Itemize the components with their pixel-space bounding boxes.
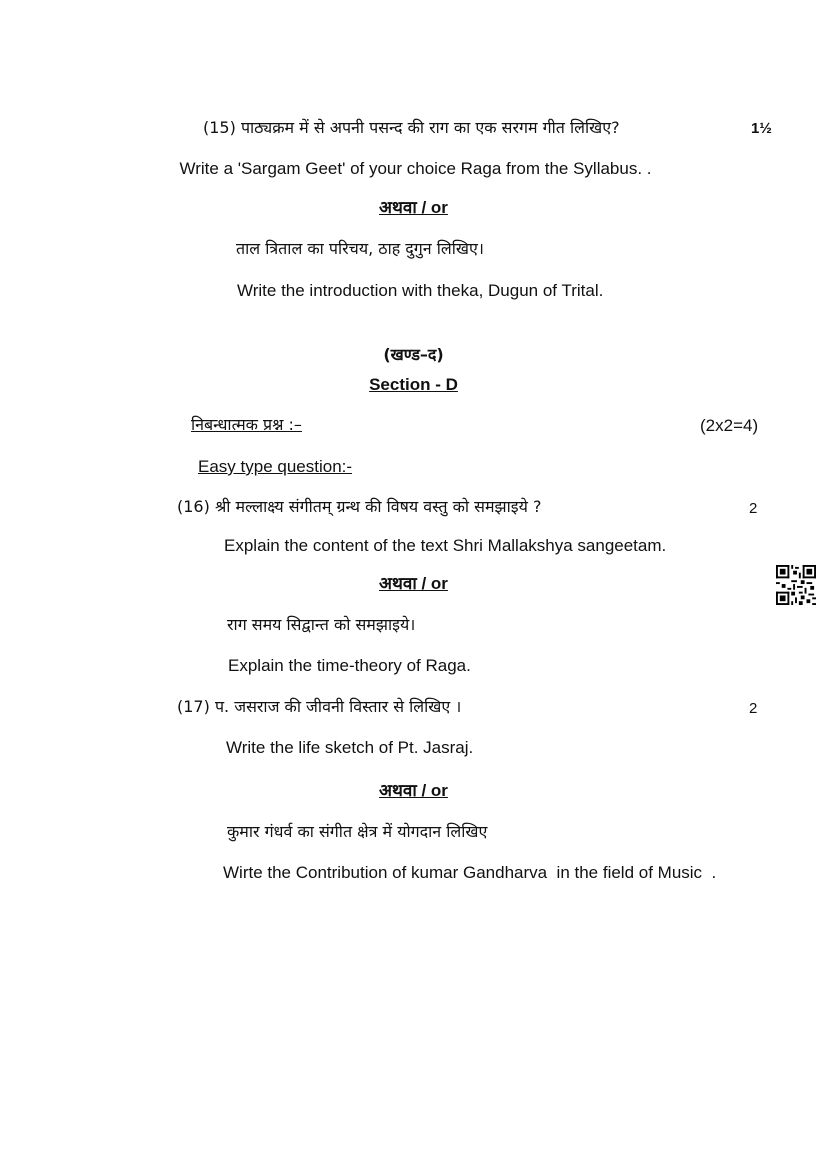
section-hindi-title: (खण्ड–द) bbox=[383, 345, 444, 364]
q17-marks: 2 bbox=[749, 700, 758, 717]
q16-line bbox=[177, 497, 541, 517]
q16-number: (16) bbox=[177, 497, 210, 516]
q17-line bbox=[177, 697, 461, 717]
q16-alt-english-text: Explain the time-theory of Raga. bbox=[228, 656, 471, 675]
q16-alt-hindi-text: राग समय सिद्वान्त को समझाइये। bbox=[227, 615, 416, 634]
question-type-english: Easy type question:- bbox=[198, 457, 353, 476]
q15-number: (15) bbox=[203, 118, 236, 137]
q17-number: (17) bbox=[177, 697, 210, 716]
q16-hindi-text: श्री मल्लाक्ष्य संगीतम् ग्रन्थ की विषय वस्तु को समझाइये ? bbox=[214, 497, 542, 516]
q15-alt-english-text: Write the introduction with theka, Dugun of Trital. bbox=[237, 281, 604, 300]
q16-or-label: अथवा / or bbox=[379, 574, 448, 593]
q15-marks: 1½ bbox=[751, 120, 772, 137]
q17-hindi-text: प. जसराज की जीवनी विस्तार से लिखिए । bbox=[214, 697, 462, 716]
q17-or-label: अथवा / or bbox=[379, 781, 448, 800]
q15-line bbox=[203, 118, 620, 138]
q16-marks: 2 bbox=[749, 500, 758, 517]
q15-alt-hindi-text: ताल त्रिताल का परिचय, ठाह दुगुन लिखिए। bbox=[236, 239, 484, 258]
q15-hindi-text: पाठ्यक्रम में से अपनी पसन्द की राग का एक सरगम गीत लिखिए? bbox=[240, 118, 620, 137]
question-type-hindi: निबन्धात्मक प्रश्न :– bbox=[191, 415, 302, 434]
q15-or-label: अथवा / or bbox=[379, 198, 448, 217]
q17-alt-english-text: Wirte the Contribution of kumar Gandharva in the field of Music . bbox=[223, 863, 717, 882]
q17-alt-hindi-text: कुमार गंधर्व का संगीत क्षेत्र में योगदान लिखिए bbox=[227, 822, 488, 841]
q17-english-text: Write the life sketch of Pt. Jasraj. bbox=[226, 738, 474, 757]
qr-code-icon bbox=[776, 565, 816, 605]
section-english-title: Section - D bbox=[369, 375, 458, 394]
marks-scheme: (2x2=4) bbox=[700, 416, 759, 435]
q15-english-text: Write a 'Sargam Geet' of your choice Raga from the Syllabus. . bbox=[179, 159, 652, 178]
q16-english-text: Explain the content of the text Shri Mallakshya sangeetam. bbox=[224, 536, 667, 555]
